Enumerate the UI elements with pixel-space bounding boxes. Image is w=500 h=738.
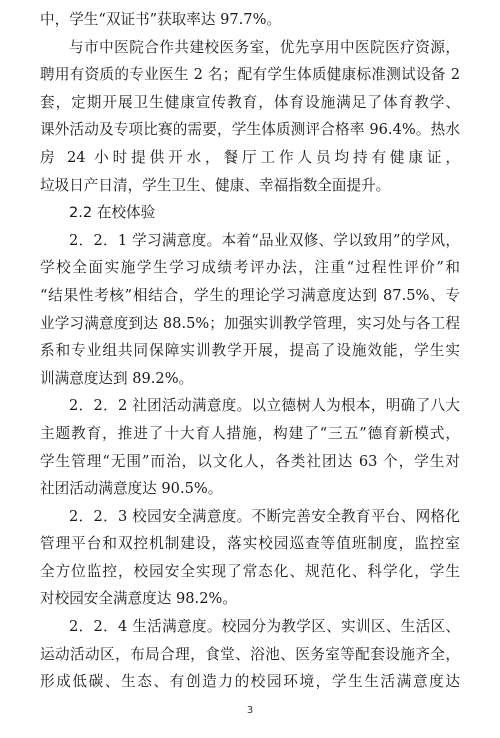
paragraph-club-satisfaction bbox=[40, 392, 460, 502]
text-line: 社团活动满意度达 90.5%。 bbox=[40, 480, 223, 498]
text-line: 主题教育，推进了十大育人措施，构建了“三五”德育新模式， bbox=[40, 424, 460, 442]
document-page bbox=[40, 6, 460, 696]
text-line: 2．2．4 生活满意度。校园分为教学区、实训区、生活区、 bbox=[69, 618, 460, 636]
text-line: 形成低碳、生态、有创造力的校园环境，学生生活满意度达 bbox=[40, 673, 460, 691]
text-line: 垃圾日产日清，学生卫生、健康、幸福指数全面提升。 bbox=[40, 176, 391, 194]
paragraph-life-satisfaction bbox=[40, 613, 460, 696]
paragraph-medical bbox=[40, 34, 460, 200]
text-line: 对校园安全满意度达 98.2%。 bbox=[40, 590, 237, 608]
text-line: 学生管理“无围”而治，以文化人，各类社团达 63 个，学生对 bbox=[40, 452, 460, 470]
text-line: 2．2．1 学习满意度。本着“品业双修、学以致用”的学风， bbox=[69, 231, 460, 249]
text-line: 聘用有资质的专业医生 2 名；配有学生体质健康标准测试设备 2 bbox=[40, 66, 460, 84]
text-line: 业学习满意度到达 88.5%；加强实训教学管理，实习处与各工程 bbox=[40, 314, 460, 332]
text-line: 中，学生“双证书”获取率达 97.7%。 bbox=[40, 11, 282, 28]
text-line: 运动活动区，布局合理，食堂、浴池、医务室等配套设施齐全， bbox=[40, 645, 460, 663]
text-line: 房 24 小时提供开水，餐厅工作人员均持有健康证， bbox=[40, 148, 460, 166]
text-line: 学校全面实施学生学习成绩考评办法，注重“过程性评价”和 bbox=[40, 259, 460, 277]
text-line: 2．2．2 社团活动满意度。以立德树人为根本，明确了八大 bbox=[69, 397, 460, 415]
text-line: 全方位监控，校园安全实现了常态化、规范化、科学化，学生 bbox=[40, 562, 460, 580]
text-line: 与市中医院合作共建校医务室，优先享用中医院医疗资源， bbox=[69, 38, 460, 56]
text-line: 管理平台和双控机制建设，落实校园巡查等值班制度，监控室 bbox=[40, 535, 460, 553]
paragraph-intro bbox=[40, 6, 460, 34]
text-line: 系和专业组共同保障实训教学开展，提高了设施效能，学生实 bbox=[40, 342, 460, 360]
text-line: 课外活动及专项比赛的需要，学生体质测评合格率 96.4%。热水 bbox=[40, 121, 460, 139]
page-number: 3 bbox=[246, 705, 254, 716]
text-line: 2．2．3 校园安全满意度。不断完善安全教育平台、网格化 bbox=[69, 507, 460, 525]
paragraph-safety-satisfaction bbox=[40, 503, 460, 613]
text-line: “结果性考核”相结合，学生的理论学习满意度达到 87.5%、专 bbox=[40, 286, 460, 304]
text-line: 训满意度达到 89.2%。 bbox=[40, 369, 194, 387]
text-line: 套，定期开展卫生健康宣传教育，体育设施满足了体育教学、 bbox=[40, 93, 460, 111]
paragraph-learning-satisfaction bbox=[40, 227, 460, 393]
section-heading: 2.2 在校体验 bbox=[69, 204, 156, 222]
